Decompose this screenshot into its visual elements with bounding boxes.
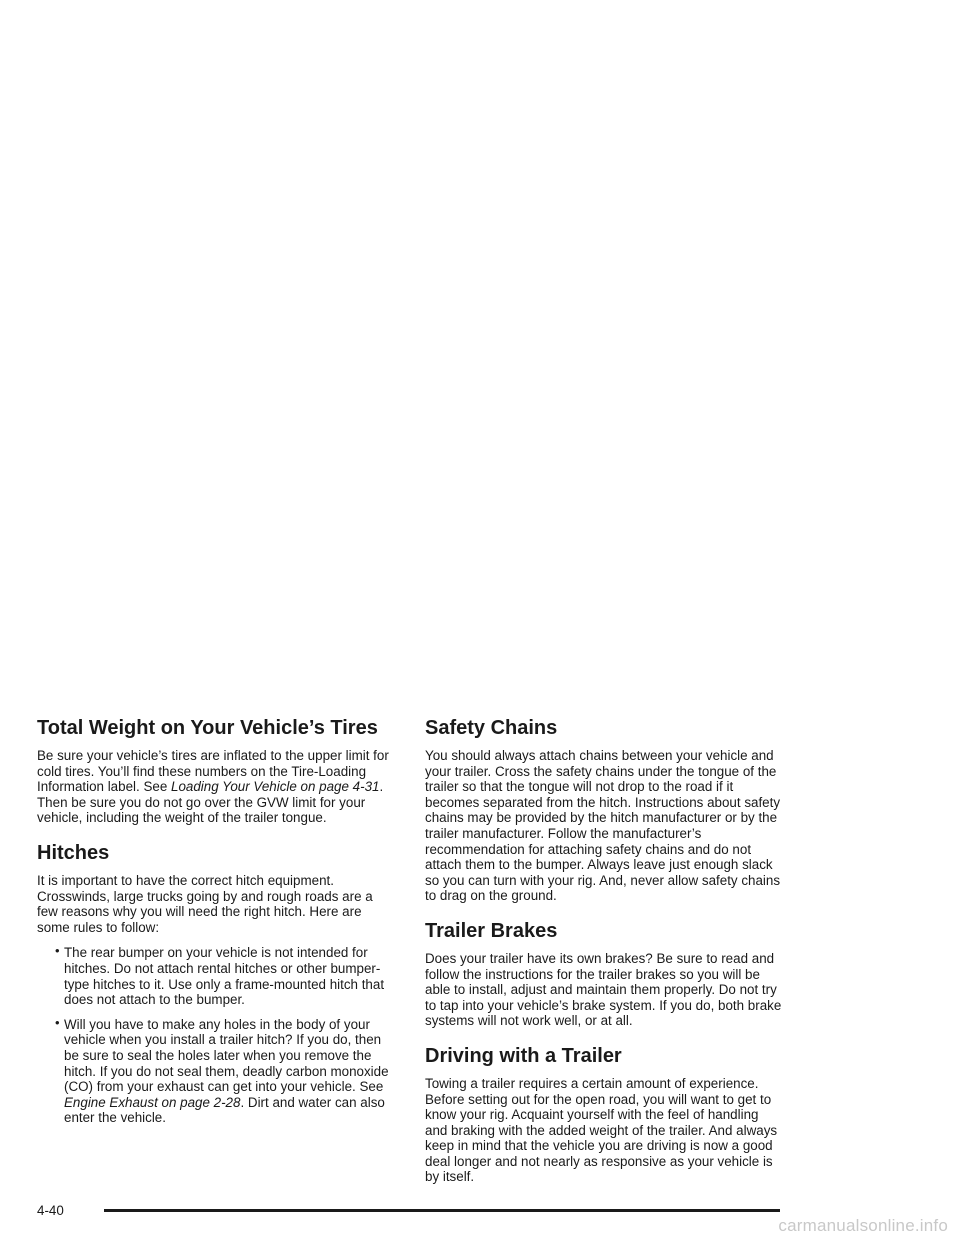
heading-safety-chains: Safety Chains — [425, 717, 558, 739]
list-item: • Will you have to make any holes in the body of your vehicle when you install a trailer hitch? If you do, then be sure to seal the holes later when you remove the hitch. If you do not seal them, deadly carbon monoxide (CO) from your exhaust can get into your vehicle. See Engine Exhaust on page 2-28. Dirt and water can also enter the vehicle. — [55, 1014, 389, 1126]
list-item: • The rear bumper on your vehicle is not intended for hitches. Do not attach rental hitches or other bumper-type hitches to it. Use only a frame-mounted hitch that does not attach to the bumper. — [55, 943, 385, 1008]
section-safety-chains — [425, 716, 783, 904]
left-column — [37, 716, 395, 1141]
paragraph-driving-with-trailer: Towing a trailer requires a certain amount of experience. Before setting out for the open road, you will want to get to know your rig. Acquaint yourself with the feel of handling and braking with the added weight of the trailer. And always keep in mind that the vehicle you are driving is now a good deal longer and not nearly as responsive as your vehicle is by itself. — [425, 1075, 778, 1185]
hitches-rules-list — [37, 945, 395, 1126]
bullet-icon: • — [55, 1014, 60, 1030]
paragraph-trailer-brakes: Does your trailer have its own brakes? Be sure to read and follow the instructions for the trailer brakes so you will be able to install, adjust and maintain them properly. Do not try to tap into your vehicle’s brake system. If you do, both brake systems will not work well, or at all. — [425, 950, 782, 1029]
cross-reference-loading-your-vehicle[interactable]: Loading Your Vehicle on page 4-31 — [171, 779, 380, 795]
heading-driving-with-trailer: Driving with a Trailer — [425, 1044, 622, 1067]
cross-reference-engine-exhaust[interactable]: Engine Exhaust on page 2-28 — [64, 1094, 241, 1110]
section-hitches — [37, 841, 395, 1126]
paragraph-safety-chains: You should always attach chains between your vehicle and your trailer. Cross the safety chains under the tongue of the trailer so that the tongue will not drop to the road if it becomes separated from the hitch. Instructions about safety chains may be provided by the hitch manufacturer or by the trailer manufacturer. Follow the manufacturer’s recommendation for attaching safety chains and do not attach them to the bumper. Always leave just enough slack so you can turn with your rig. And, never allow safety chains to drag on the ground. — [425, 748, 781, 904]
heading-trailer-brakes: Trailer Brakes — [425, 919, 558, 942]
right-column — [425, 716, 783, 1200]
paragraph-total-weight: Be sure your vehicle’s tires are inflated to the upper limit for cold tires. You’ll find these numbers on the Tire-Loading Information label. See Loading Your Vehicle on page 4-31. Then be sure you do not go over the GVW limit for your vehicle, including the weight of the trailer tongue. — [37, 748, 389, 826]
paragraph-hitches-intro: It is important to have the correct hitch equipment. Crosswinds, large trucks going by and rough roads are a few reasons why you will need the right hitch. Here are some rules to follow: — [37, 872, 373, 935]
section-driving-with-trailer — [425, 1044, 783, 1185]
watermark: carmanualsonline.info — [778, 1216, 948, 1235]
footer-divider — [104, 1209, 780, 1212]
heading-total-weight: Total Weight on Your Vehicle’s Tires — [37, 717, 378, 739]
bullet-icon: • — [55, 943, 60, 959]
heading-hitches: Hitches — [37, 841, 110, 864]
section-total-weight — [37, 716, 395, 826]
page-number: 4-40 — [37, 1203, 64, 1218]
section-trailer-brakes — [425, 919, 783, 1029]
